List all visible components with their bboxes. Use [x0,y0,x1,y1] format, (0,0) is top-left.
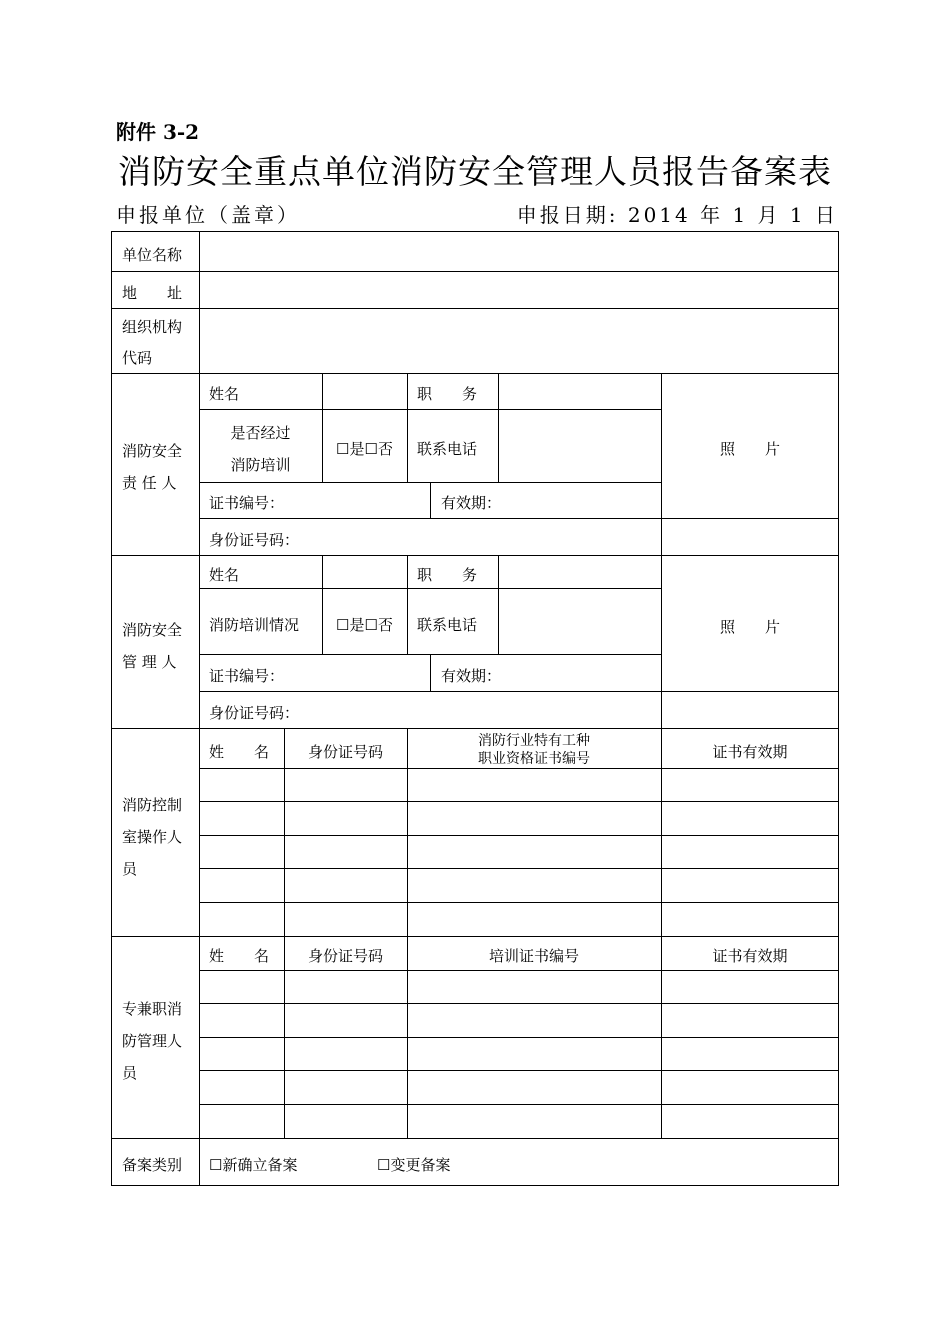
manager-validity-label: 有效期： [441,667,502,685]
row-divider [199,801,838,802]
row-divider [199,835,838,836]
staff-group-label: 专兼职消 [122,1000,183,1018]
responsible-name-label: 姓名 [209,385,240,403]
staff-col-name: 姓 名 [209,947,270,965]
row-divider [199,902,838,903]
row-divider [199,1037,838,1038]
col-divider [430,654,431,691]
unit-name-label: 单位名称 [122,246,183,264]
responsible-position-label: 职 务 [417,385,478,403]
application-date: 申报日期: 2014 年 1 月 1 日 [516,203,838,227]
table-border-left [111,231,112,1186]
responsible-group-label-cont: 责 任 人 [122,474,177,492]
responsible-training-label: 是否经过 [230,424,291,442]
responsible-group-label: 消防安全 [122,442,183,460]
manager-position-label: 职 务 [417,566,478,584]
staff-col-validity: 证书有效期 [712,947,788,965]
row-divider [111,308,839,309]
org-code-label-cont: 代码 [122,349,153,367]
responsible-training-checkbox[interactable]: ☐是☐否 [336,440,393,458]
col-divider [498,373,499,482]
responsible-id-label: 身份证号码： [209,531,300,549]
section-divider [111,373,839,374]
row-divider [111,271,839,272]
address-label: 地 址 [122,284,183,302]
manager-phone-label: 联系电话 [417,616,478,634]
operators-col-id: 身份证号码 [307,743,383,761]
label-column-divider [199,728,200,1140]
row-divider [199,518,838,519]
table-border-top [111,231,839,232]
responsible-cert-no-label: 证书编号： [209,494,285,512]
table-border-bottom [111,1185,839,1186]
label-column-divider [199,231,200,373]
manager-id-label: 身份证号码： [209,704,300,722]
responsible-validity-label: 有效期： [441,494,502,512]
org-code-label: 组织机构 [122,318,183,336]
manager-group-label-cont: 管 理 人 [122,653,177,671]
manager-cert-no-label: 证书编号： [209,667,285,685]
manager-photo-label: 照 片 [719,618,780,636]
manager-name-label: 姓名 [209,566,240,584]
form-title: 消防安全重点单位消防安全管理人员报告备案表 [118,152,832,191]
responsible-photo-label: 照 片 [719,440,780,458]
row-divider [199,1003,838,1004]
row-divider [199,691,838,692]
operators-col-name: 姓 名 [209,743,270,761]
manager-training-checkbox[interactable]: ☐是☐否 [336,616,393,634]
responsible-training-label-cont: 消防培训 [230,456,291,474]
filing-new-checkbox[interactable]: ☐新确立备案 [209,1156,298,1174]
manager-training-label: 消防培训情况 [209,616,300,634]
operators-col-cert: 消防行业特有工种 [478,733,590,749]
row-divider [199,1104,838,1105]
col-divider [407,373,408,482]
filing-type-label: 备案类别 [122,1156,183,1174]
col-divider [430,482,431,518]
staff-col-id: 身份证号码 [307,947,383,965]
staff-group-label-end: 员 [122,1064,138,1082]
section-divider [111,936,839,937]
col-divider [407,555,408,654]
manager-group-label: 消防安全 [122,621,183,639]
row-divider [199,768,838,769]
attachment-number: 附件 3-2 [116,120,200,144]
staff-col-cert: 培训证书编号 [488,947,579,965]
operators-group-label-end: 员 [122,860,138,878]
operators-group-label-cont: 室操作人 [122,828,183,846]
col-divider [498,555,499,654]
filing-change-checkbox[interactable]: ☐变更备案 [377,1156,451,1174]
table-border-right [838,231,839,1186]
operators-col-validity: 证书有效期 [712,743,788,761]
operators-group-label: 消防控制 [122,796,183,814]
section-divider [111,1138,839,1139]
row-divider [199,1070,838,1071]
col-divider [322,373,323,482]
applicant-unit: 申报单位（盖章） [116,203,300,227]
operators-col-cert-cont: 职业资格证书编号 [478,751,590,767]
row-divider [199,868,838,869]
responsible-phone-label: 联系电话 [417,440,478,458]
staff-group-label-cont: 防管理人 [122,1032,183,1050]
label-column-divider [199,1138,200,1186]
